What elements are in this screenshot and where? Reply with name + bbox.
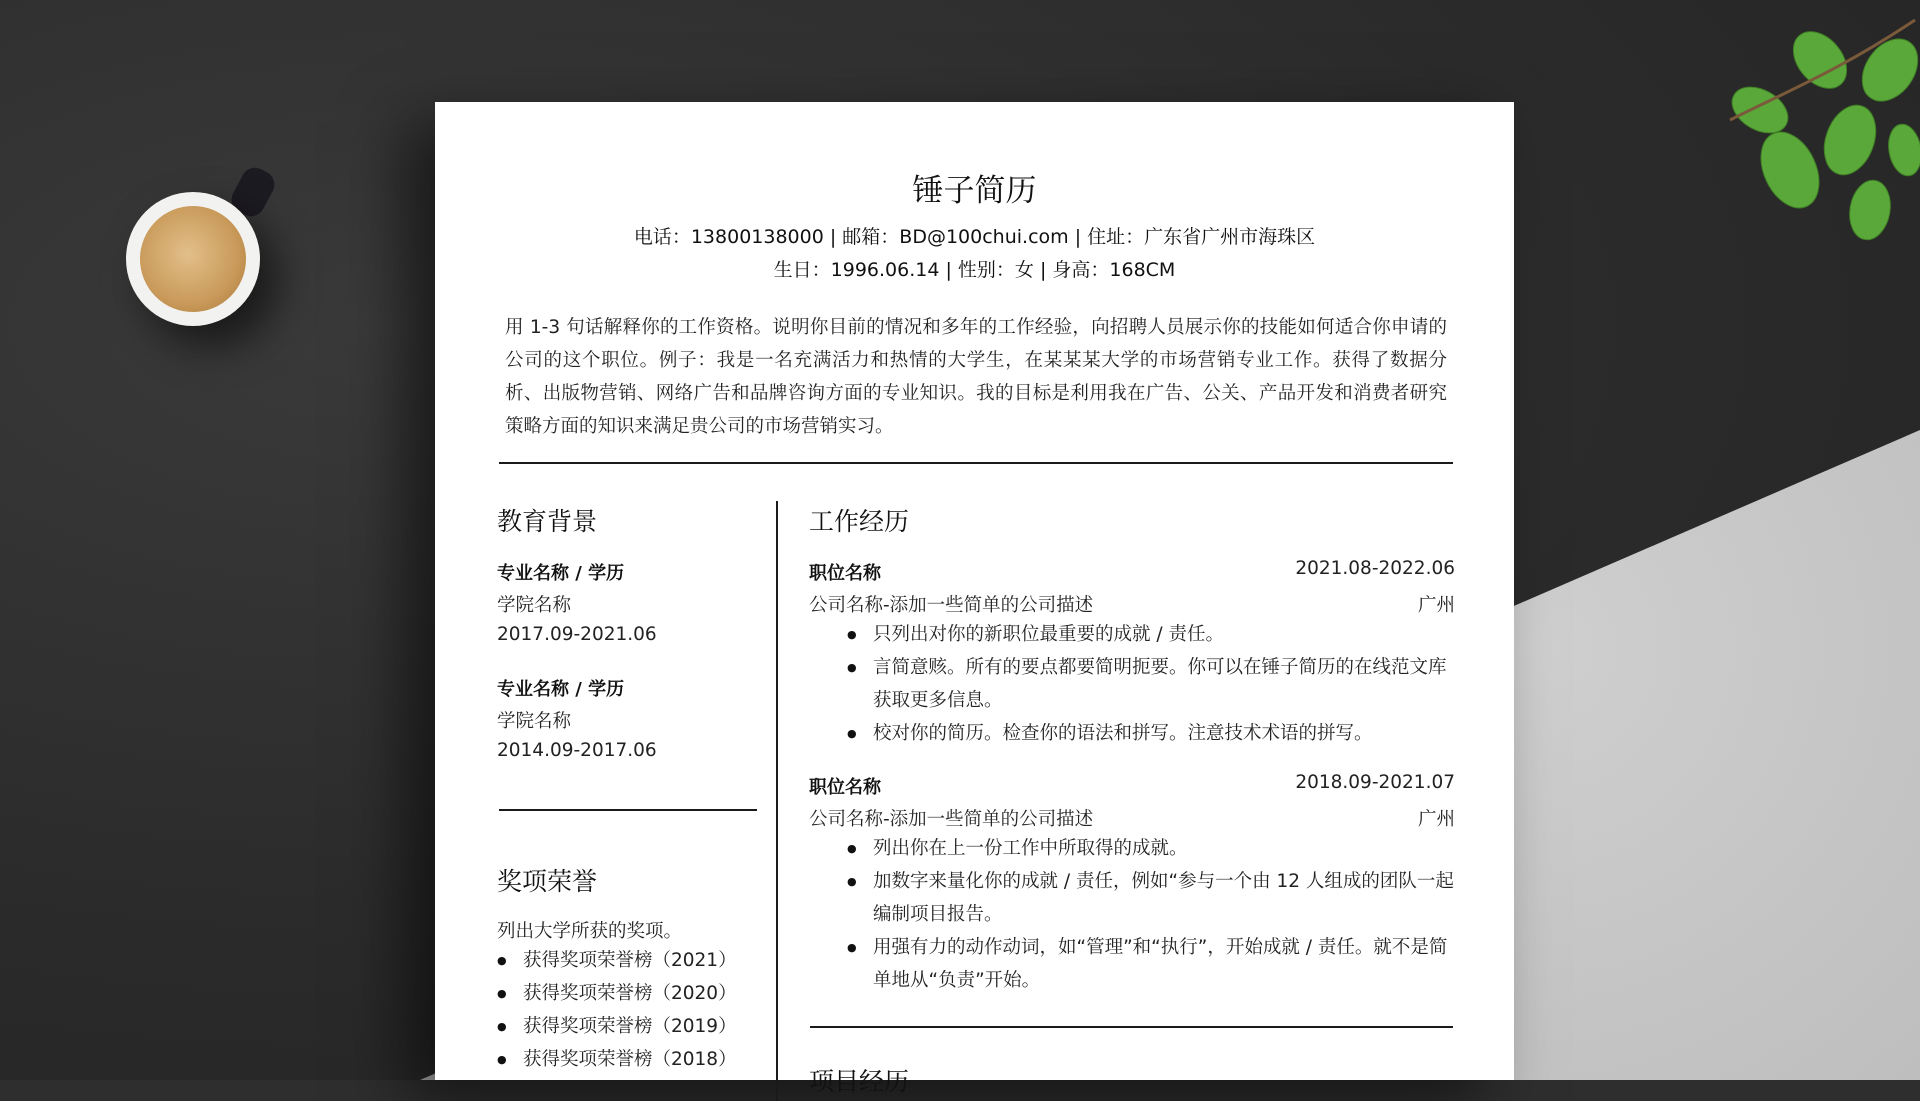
- edu-school-2: 学院名称: [497, 711, 572, 732]
- column-divider: [776, 501, 778, 1101]
- right-divider: [810, 1026, 1453, 1028]
- summary-paragraph: 用 1-3 句话解释你的工作资格。说明你目前的情况和多年的工作经验，向招聘人员展示你的技能如何适合你申请的公司的这个职位。例子：我是一名充满活力和热情的大学生，在某某某大学的市场营销专业工作。获得了数据分析、出版物营销、网络广告和品牌咨询方面的专业知识。我的目标是利用我在广告、公关、产品开发和消费者研究策略方面的知识来满足贵公司的市场营销实习。: [505, 317, 1447, 437]
- award-item: ● 获得奖项荣誉榜（2019）: [497, 1010, 767, 1043]
- award-item: ● 获得奖项荣誉榜（2021）: [497, 944, 767, 977]
- edu-school-1: 学院名称: [497, 595, 572, 616]
- left-divider: [499, 809, 757, 811]
- top-divider: [499, 462, 1453, 464]
- edu-period-2: 2014.09-2017.06: [497, 740, 657, 761]
- projects-title: 项目经历: [809, 1067, 910, 1096]
- contact-line-2: 生日：1996.06.14 | 性别：女 | 身高：168CM: [773, 259, 1176, 281]
- job-position-2: 职位名称: [809, 777, 881, 798]
- job-position-1: 职位名称: [809, 563, 881, 584]
- job-company-1: 公司名称-添加一些简单的公司描述: [809, 595, 1094, 616]
- resume-name: 锤子简历: [912, 173, 1037, 209]
- awards-title: 奖项荣誉: [497, 867, 598, 896]
- job-bullet: ● 用强有力的动作动词，如“管理”和“执行”，开始成就 / 责任。就不是简单地从“负责”开始。: [847, 931, 1455, 997]
- coffee-cup-icon: [126, 192, 260, 326]
- job-location-2: 广州: [1417, 809, 1455, 830]
- awards-list: [497, 944, 767, 1076]
- resume-paper: [435, 102, 1514, 1096]
- edu-period-1: 2017.09-2021.06: [497, 624, 657, 645]
- coffee: [140, 206, 246, 312]
- edu-major-1: 专业名称 / 学历: [497, 563, 625, 584]
- job-bullet: ● 言简意赅。所有的要点都要简明扼要。你可以在锤子简历的在线范文库获取更多信息。: [847, 651, 1455, 717]
- award-item: ● 获得奖项荣誉榜（2018）: [497, 1043, 767, 1076]
- job-bullet: ● 列出你在上一份工作中所取得的成就。: [847, 832, 1455, 865]
- job-location-1: 广州: [1417, 595, 1455, 616]
- job-period-2: 2018.09-2021.07: [1295, 772, 1455, 793]
- education-title: 教育背景: [497, 507, 598, 536]
- job-bullet: ● 加数字来量化你的成就 / 责任，例如“参与一个由 12 人组成的团队一起编制项目报告。: [847, 865, 1455, 931]
- job-bullets-1: [847, 618, 1455, 750]
- job-bullet: ● 校对你的简历。检查你的语法和拼写。注意技术术语的拼写。: [847, 717, 1455, 750]
- job-period-1: 2021.08-2022.06: [1295, 558, 1455, 579]
- job-company-2: 公司名称-添加一些简单的公司描述: [809, 809, 1094, 830]
- job-bullet: ● 只列出对你的新职位最重要的成就 / 责任。: [847, 618, 1455, 651]
- job-bullets-2: [847, 832, 1455, 997]
- plant-leaves-icon: [1700, 0, 1920, 260]
- edu-major-2: 专业名称 / 学历: [497, 679, 625, 700]
- award-item: ● 获得奖项荣誉榜（2020）: [497, 977, 767, 1010]
- awards-intro: 列出大学所获的奖项。: [497, 921, 683, 942]
- contact-line-1: 电话：13800138000 | 邮箱：BD@100chui.com | 住址：广东省广州市海珠区: [633, 226, 1316, 248]
- work-title: 工作经历: [809, 507, 910, 536]
